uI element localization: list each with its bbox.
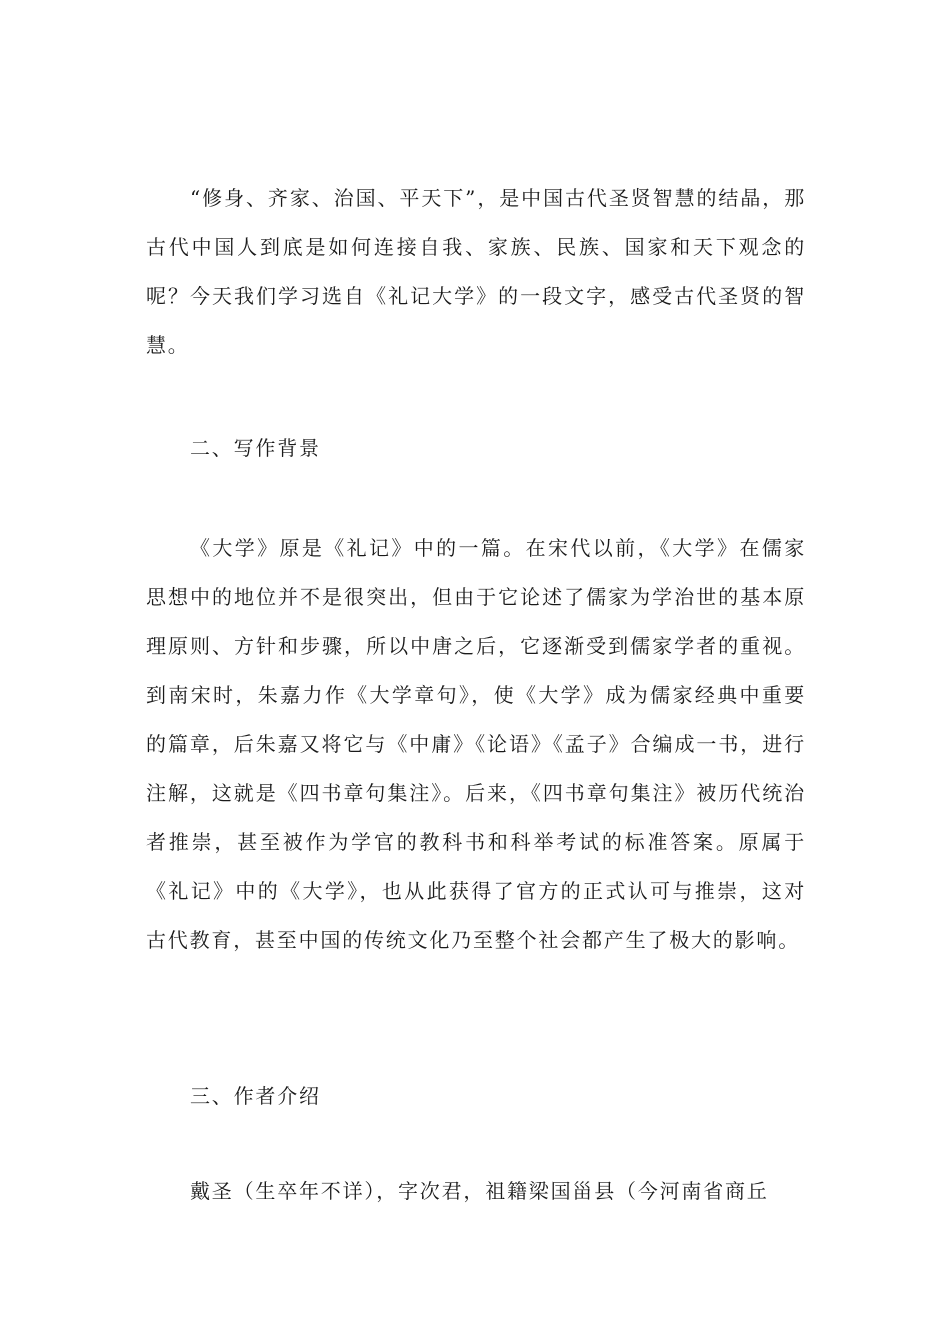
intro-paragraph-text: “修身、齐家、治国、平天下”，是中国古代圣贤智慧的结晶，那古代中国人到底是如何连接自我、家族、民族、国家和天下观念的呢？今天我们学习选自《礼记大学》的一段文字，感受古代圣贤的智慧。	[146, 186, 806, 357]
section-heading-author-intro: 三、作者介绍	[190, 1084, 321, 1108]
background-paragraph-text: 《大学》原是《礼记》中的一篇。在宋代以前，《大学》在儒家思想中的地位并不是很突出，但由于它论述了儒家为学治世的基本原理原则、方针和步骤，所以中唐之后，它逐渐受到儒家学者的重视。到南宋时，朱嘉力作《大学章句》，使《大学》成为儒家经典中重要的篇章，后朱嘉又将它与《中庸》《论语》《孟子》合编成一书，进行注解，这就是《四书章句集注》。后来，《四书章句集注》被历代统治者推崇，甚至被作为学官的教科书和科举考试的标准答案。原属于《礼记》中的《大学》，也从此获得了官方的正式认可与推崇，这对古代教育，甚至中国的传统文化乃至整个社会都产生了极大的影响。	[146, 536, 806, 952]
background-paragraph	[146, 524, 806, 965]
section-heading-writing-background: 二、写作背景	[190, 436, 321, 460]
author-paragraph-text: 戴圣（生卒年不详），字次君，祖籍梁国甾县（今河南省商丘	[190, 1179, 769, 1203]
author-paragraph	[146, 1167, 806, 1216]
intro-paragraph	[146, 174, 806, 370]
